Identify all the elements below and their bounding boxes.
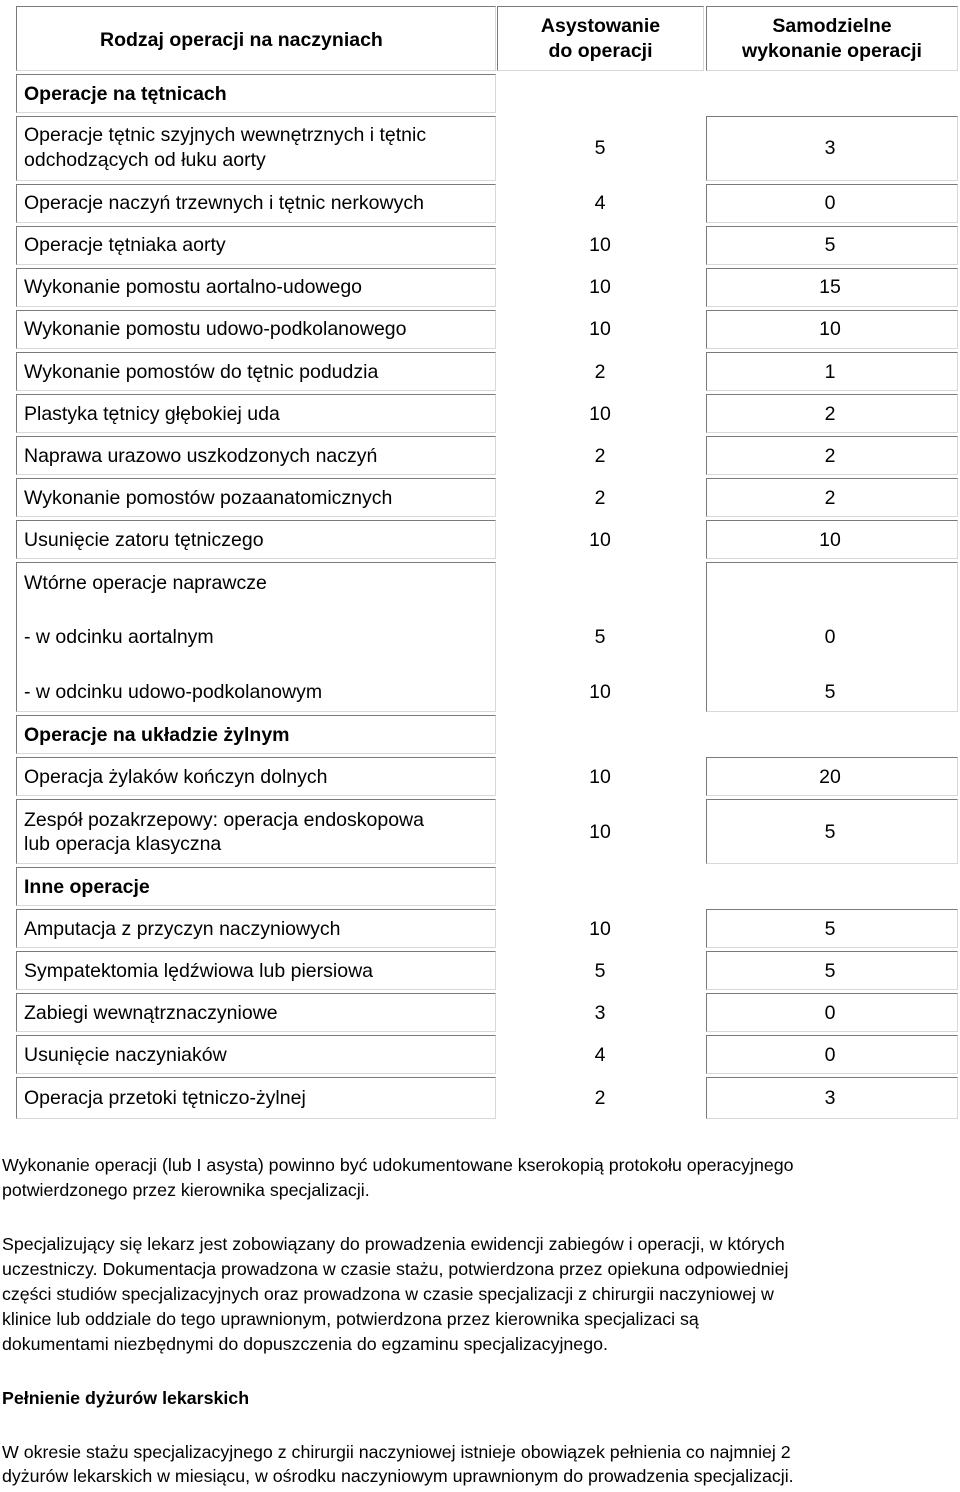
own-count: 0 — [824, 1044, 836, 1066]
operation-name: Wykonanie pomostu udowo-podkolanowego — [24, 318, 407, 340]
operation-subitem: - w odcinku aortalnym — [24, 626, 214, 648]
assist-count: 5 — [594, 626, 606, 648]
own-count: 5 — [824, 234, 836, 256]
operation-name: Usunięcie zatoru tętniczego — [24, 529, 264, 551]
own-count: 5 — [824, 918, 836, 940]
assist-count: 2 — [594, 361, 606, 383]
own-count: 15 — [819, 276, 841, 298]
operation-name: Amputacja z przyczyn naczyniowych — [24, 918, 341, 940]
paragraph-line: klinice lub oddziale do tego uprawnionym, potwierdzona przez kierownika specjalizaci są — [2, 1309, 699, 1329]
assist-count: 10 — [589, 276, 611, 298]
own-count: 20 — [819, 766, 841, 788]
own-count: 5 — [824, 960, 836, 982]
assist-count: 2 — [594, 445, 606, 467]
paragraph-line: Wykonanie operacji (lub I asysta) powinno być udokumentowane kserokopią protokołu operacyjnego — [2, 1155, 794, 1175]
assist-count: 3 — [594, 1002, 606, 1024]
paragraph-line: uczestniczy. Dokumentacja prowadzona w czasie stażu, potwierdzona przez opiekuna odpowiedniej — [2, 1259, 789, 1279]
own-count: 2 — [824, 445, 836, 467]
operation-name: lub operacja klasyczna — [24, 833, 222, 855]
assist-count: 10 — [589, 529, 611, 551]
own-count: 2 — [824, 487, 836, 509]
operation-name: Operacja przetoki tętniczo-żylnej — [24, 1087, 306, 1109]
own-count: 1 — [824, 361, 836, 383]
own-count: 0 — [824, 1002, 836, 1024]
assist-count: 10 — [589, 318, 611, 340]
header-assist: Asystowanie — [540, 15, 661, 37]
operation-name: Wtórne operacje naprawcze — [24, 572, 267, 594]
own-count: 5 — [824, 821, 836, 843]
assist-count: 2 — [594, 1087, 606, 1109]
own-count: 3 — [824, 137, 836, 159]
operation-name: Sympatektomia lędźwiowa lub piersiowa — [24, 960, 373, 982]
own-count: 10 — [819, 318, 841, 340]
operation-name: Operacje tętniaka aorty — [24, 234, 226, 256]
operation-name: Wykonanie pomostu aortalno-udowego — [24, 276, 363, 298]
assist-count: 10 — [589, 766, 611, 788]
operation-name: Zespół pozakrzepowy: operacja endoskopowa — [24, 809, 424, 831]
operation-name: Plastyka tętnicy głębokiej uda — [24, 403, 280, 425]
operation-name: Naprawa urazowo uszkodzonych naczyń — [24, 445, 378, 467]
operation-name: Zabiegi wewnątrznaczyniowe — [24, 1002, 278, 1024]
header-own: Samodzielne — [772, 15, 892, 37]
assist-count: 4 — [594, 1044, 606, 1066]
own-count: 2 — [824, 403, 836, 425]
assist-count: 2 — [594, 487, 606, 509]
own-count: 10 — [819, 529, 841, 551]
operation-name: Wykonanie pomostów pozaanatomicznych — [24, 487, 393, 509]
assist-count: 10 — [589, 821, 611, 843]
assist-count: 10 — [589, 918, 611, 940]
section-title: Pełnienie dyżurów lekarskich — [2, 1388, 250, 1408]
section-heading: Inne operacje — [24, 876, 150, 898]
section-heading: Operacje na układzie żylnym — [24, 724, 290, 746]
assist-count: 5 — [594, 960, 606, 982]
own-count: 3 — [824, 1087, 836, 1109]
own-count: 0 — [824, 626, 836, 648]
paragraph-line: potwierdzonego przez kierownika specjalizacji. — [2, 1180, 370, 1200]
operation-subitem: - w odcinku udowo-podkolanowym — [24, 681, 323, 703]
operation-name: Operacja żylaków kończyn dolnych — [24, 766, 328, 788]
operation-name: Operacje tętnic szyjnych wewnętrznych i tętnic — [24, 124, 427, 146]
assist-count: 5 — [594, 137, 606, 159]
paragraph-line: dokumentami niezbędnymi do dopuszczenia do egzaminu specjalizacyjnego. — [2, 1334, 608, 1354]
operation-name: Wykonanie pomostów do tętnic podudzia — [24, 361, 379, 383]
paragraph-line: części studiów specjalizacyjnych oraz prowadzona w czasie specjalizacji z chirurgii naczyniowej w — [2, 1284, 774, 1304]
own-count: 0 — [824, 192, 836, 214]
own-count: 5 — [824, 681, 836, 703]
operation-name: odchodzących od łuku aorty — [24, 149, 266, 171]
header-operation-type: Rodzaj operacji na naczyniach — [100, 29, 383, 51]
paragraph-line: Specjalizujący się lekarz jest zobowiązany do prowadzenia ewidencji zabiegów i operacji, w których — [2, 1234, 785, 1254]
assist-count: 4 — [594, 192, 606, 214]
paragraph-line: W okresie stażu specjalizacyjnego z chirurgii naczyniowej istnieje obowiązek pełnienia co najmniej 2 — [2, 1442, 791, 1462]
header-own: wykonanie operacji — [742, 40, 922, 62]
assist-count: 10 — [589, 681, 611, 703]
operation-name: Operacje naczyń trzewnych i tętnic nerkowych — [24, 192, 424, 214]
section-heading: Operacje na tętnicach — [24, 83, 227, 105]
operation-name: Usunięcie naczyniaków — [24, 1044, 227, 1066]
header-assist: do operacji — [548, 40, 653, 62]
assist-count: 10 — [589, 403, 611, 425]
paragraph-line: dyżurów lekarskich w miesiącu, w ośrodku naczyniowym uprawnionym do prowadzenia specjalizacji. — [2, 1466, 794, 1486]
assist-count: 10 — [589, 234, 611, 256]
